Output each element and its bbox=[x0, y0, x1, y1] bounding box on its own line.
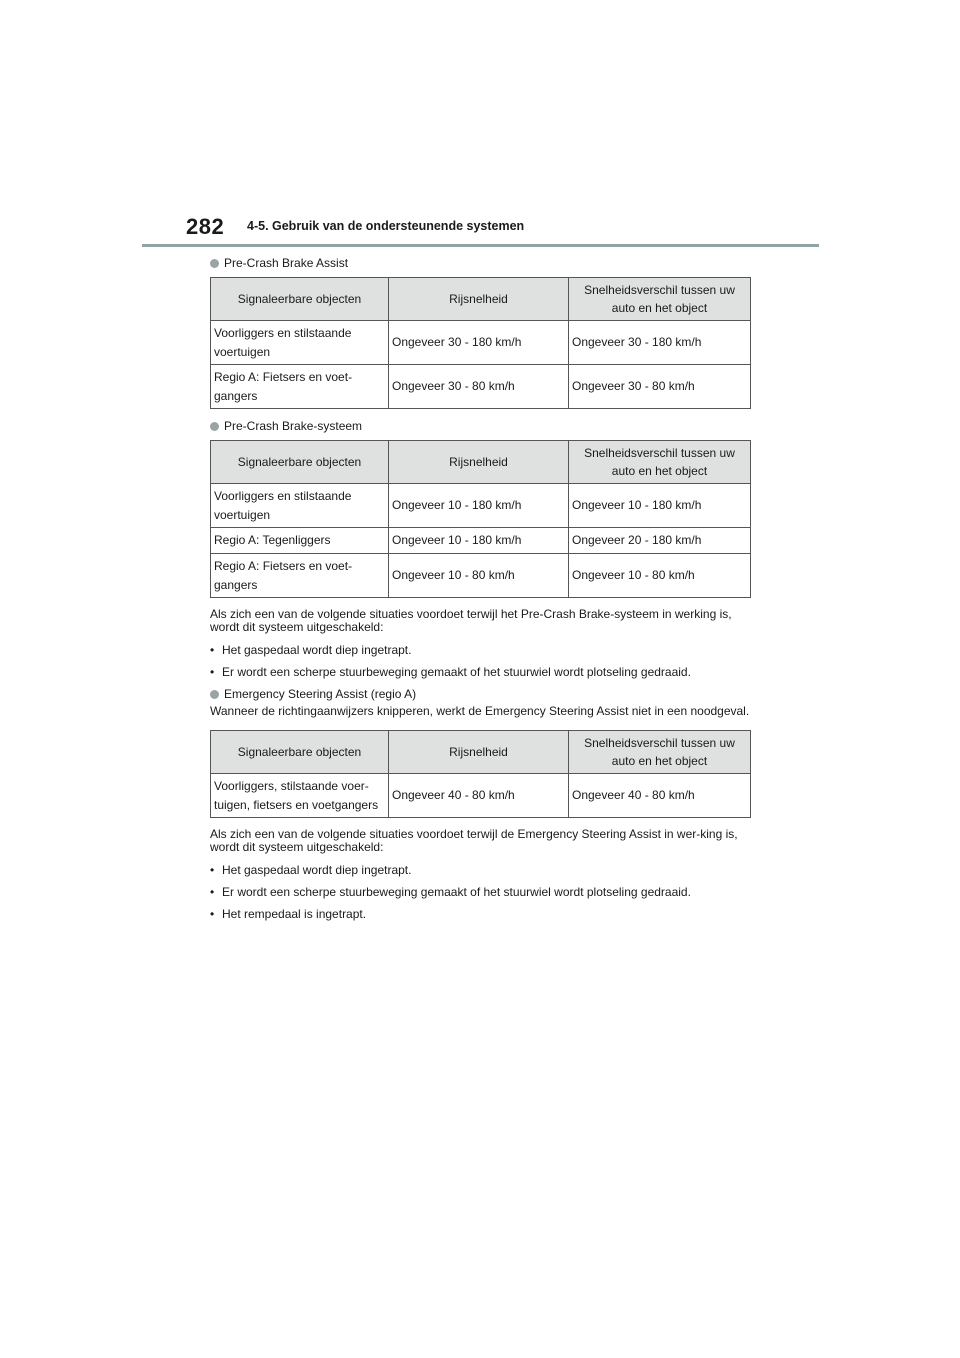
table-row bbox=[211, 528, 751, 554]
column-header: Rijsnelheid bbox=[389, 441, 569, 484]
column-header: Signaleerbare objecten bbox=[211, 731, 389, 774]
header-rule bbox=[142, 244, 819, 247]
list-item bbox=[210, 665, 755, 679]
table-cell: Ongeveer 30 - 80 km/h bbox=[389, 365, 569, 409]
page-number: 282 bbox=[186, 214, 225, 239]
table-cell: Ongeveer 10 - 180 km/h bbox=[389, 484, 569, 528]
list-item-text: Het gaspedaal wordt diep ingetrapt. bbox=[222, 863, 412, 877]
column-header: Rijsnelheid bbox=[389, 278, 569, 321]
table-cell: Ongeveer 10 - 80 km/h bbox=[389, 554, 569, 598]
column-header: Rijsnelheid bbox=[389, 731, 569, 774]
list-item bbox=[210, 863, 755, 877]
list-item bbox=[210, 907, 755, 921]
table-cell: Regio A: Tegenliggers bbox=[211, 528, 389, 554]
spec-table-pre-crash-brake-assist bbox=[210, 277, 751, 409]
table-cell: Regio A: Fietsers en voet-gangers bbox=[211, 554, 389, 598]
column-header: Snelheidsverschil tussen uw auto en het object bbox=[569, 278, 751, 321]
list-item-text: Er wordt een scherpe stuurbeweging gemaakt of het stuurwiel wordt plotseling gedraaid. bbox=[222, 665, 691, 679]
table-header-row bbox=[211, 731, 751, 774]
list-item bbox=[210, 885, 755, 899]
table-cell: Voorliggers, stilstaande voer-tuigen, fietsers en voetgangers bbox=[211, 774, 389, 818]
list-bullet: • bbox=[210, 643, 215, 657]
section-heading-text: Pre-Crash Brake Assist bbox=[224, 256, 349, 270]
table-cell: Regio A: Fietsers en voet-gangers bbox=[211, 365, 389, 409]
list-item-text: Er wordt een scherpe stuurbeweging gemaakt of het stuurwiel wordt plotseling gedraaid. bbox=[222, 885, 691, 899]
list-bullet: • bbox=[210, 885, 215, 899]
table-cell: Ongeveer 40 - 80 km/h bbox=[389, 774, 569, 818]
bullet-dot-icon bbox=[210, 422, 219, 431]
body-paragraph: Wanneer de richtingaanwijzers knipperen, werkt de Emergency Steering Assist niet in een noodgeval. bbox=[210, 704, 750, 718]
section-heading-text: Pre-Crash Brake-systeem bbox=[224, 419, 363, 433]
section-heading bbox=[210, 256, 755, 270]
table-cell: Ongeveer 10 - 180 km/h bbox=[389, 528, 569, 554]
column-header: Signaleerbare objecten bbox=[211, 278, 389, 321]
column-header: Snelheidsverschil tussen uw auto en het object bbox=[569, 441, 751, 484]
table-cell: Voorliggers en stilstaande voertuigen bbox=[211, 484, 389, 528]
section-heading-text: Emergency Steering Assist (regio A) bbox=[224, 687, 417, 701]
column-header: Signaleerbare objecten bbox=[211, 441, 389, 484]
list-bullet: • bbox=[210, 863, 215, 877]
bullet-dot-icon bbox=[210, 690, 219, 699]
table-row bbox=[211, 554, 751, 598]
list-item-text: Het gaspedaal wordt diep ingetrapt. bbox=[222, 643, 412, 657]
spec-table-pre-crash-brake-system bbox=[210, 440, 751, 598]
list-item-text: Het rempedaal is ingetrapt. bbox=[222, 907, 367, 921]
section-title: 4-5. Gebruik van de ondersteunende systemen bbox=[247, 219, 525, 233]
table-cell: Ongeveer 40 - 80 km/h bbox=[569, 774, 751, 818]
table-header-row bbox=[211, 278, 751, 321]
table-row bbox=[211, 365, 751, 409]
table-cell: Voorliggers en stilstaande voertuigen bbox=[211, 321, 389, 365]
list-bullet: • bbox=[210, 665, 215, 679]
page-content bbox=[210, 256, 755, 929]
table-row bbox=[211, 774, 751, 818]
section-heading bbox=[210, 419, 755, 433]
table-cell: Ongeveer 20 - 180 km/h bbox=[569, 528, 751, 554]
table-cell: Ongeveer 30 - 80 km/h bbox=[569, 365, 751, 409]
list-item bbox=[210, 643, 755, 657]
table-cell: Ongeveer 30 - 180 km/h bbox=[569, 321, 751, 365]
bullet-dot-icon bbox=[210, 259, 219, 268]
list-bullet: • bbox=[210, 907, 215, 921]
table-cell: Ongeveer 30 - 180 km/h bbox=[389, 321, 569, 365]
table-cell: Ongeveer 10 - 180 km/h bbox=[569, 484, 751, 528]
column-header: Snelheidsverschil tussen uw auto en het object bbox=[569, 731, 751, 774]
body-paragraph: Als zich een van de volgende situaties voordoet terwijl het Pre-Crash Brake-systeem in werking is, wordt dit systeem uitgeschakeld: bbox=[210, 607, 732, 634]
table-row bbox=[211, 321, 751, 365]
table-row bbox=[211, 484, 751, 528]
table-header-row bbox=[211, 441, 751, 484]
section-heading bbox=[210, 687, 755, 701]
body-paragraph: Als zich een van de volgende situaties voordoet terwijl de Emergency Steering Assist in wer-king is, wordt dit systeem uitgeschakeld: bbox=[210, 827, 738, 854]
spec-table-emergency-steering-assist bbox=[210, 730, 751, 818]
table-cell: Ongeveer 10 - 80 km/h bbox=[569, 554, 751, 598]
